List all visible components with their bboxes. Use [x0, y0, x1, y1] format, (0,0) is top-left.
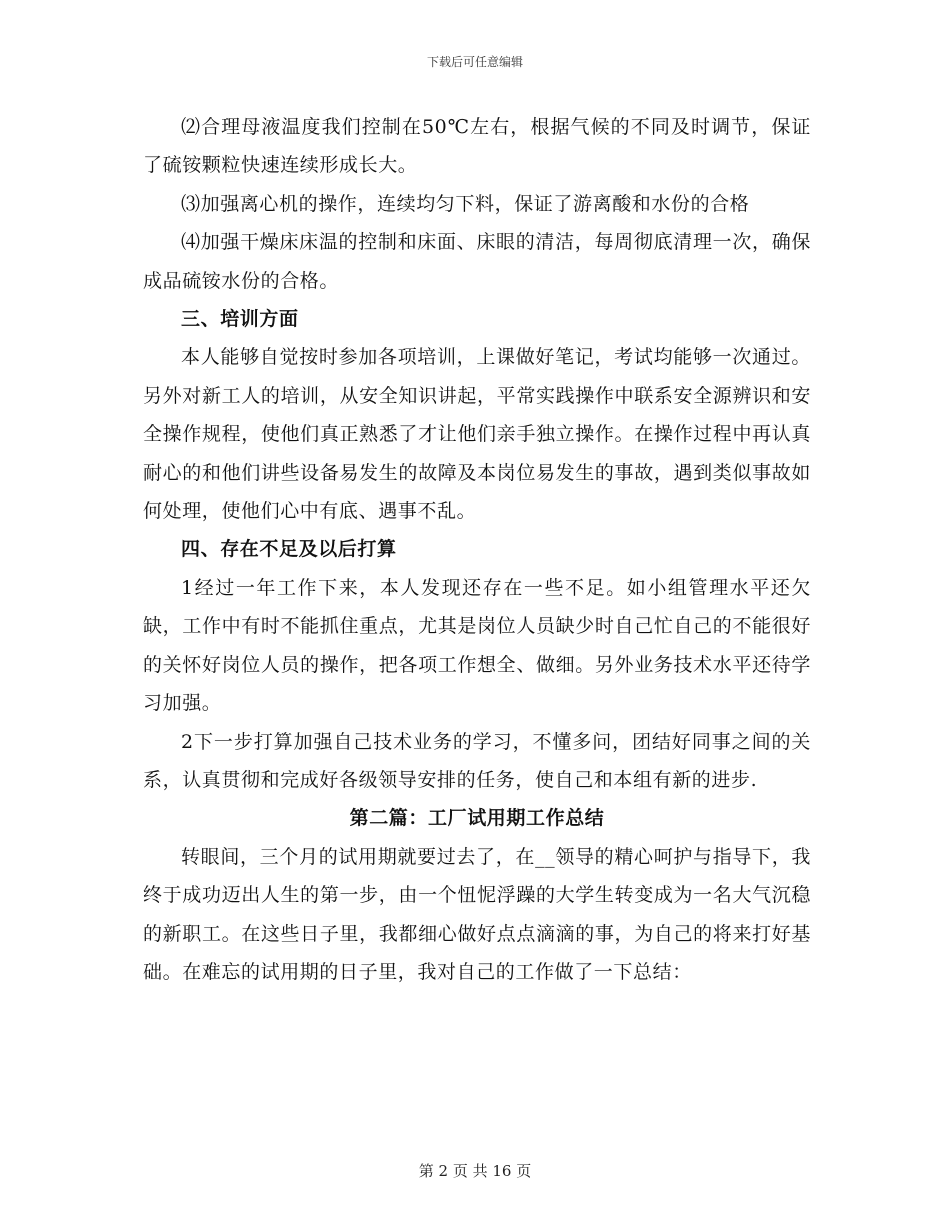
paragraph-next-steps: 2下一步打算加强自己技术业务的学习，不懂多问，团结好同事之间的关系，认真贯彻和完成好各级领导安排的任务，使自己和本组有新的进步.	[143, 730, 811, 791]
page-number: 第 2 页 共 16 页	[418, 1162, 532, 1180]
article-title-second: 第二篇：工厂试用期工作总结	[349, 807, 605, 830]
paragraph-probation-intro: 转眼间，三个月的试用期就要过去了，在__领导的精心呵护与指导下，我终于成功迈出人生的第一步，由一个忸怩浮躁的大学生转变成为一名大气沉稳的新职工。在这些日子里，我都细心做好点点滴滴的事，为自己的将来打好基础。在难忘的试用期的日子里，我对自己的工作做了一下总结：	[143, 845, 811, 983]
paragraph-training: 本人能够自觉按时参加各项培训，上课做好笔记，考试均能够一次通过。另外对新工人的培训，从安全知识讲起，平常实践操作中联系安全源辨识和安全操作规程，使他们真正熟悉了才让他们亲手独立操作。在操作过程中再认真耐心的和他们讲些设备易发生的故障及本岗位易发生的事故，遇到类似事故如何处理，使他们心中有底、遇事不乱。	[143, 346, 811, 523]
paragraph-centrifuge: ⑶加强离心机的操作，连续均匀下料，保证了游离酸和水份的合格	[181, 192, 750, 215]
section-heading-shortcomings: 四、存在不足及以后打算	[181, 538, 397, 561]
page-header: 下载后可任意编辑	[426, 55, 523, 69]
paragraph-drying-bed: ⑷加强干燥床床温的控制和床面、床眼的清洁，每周彻底清理一次，确保成品硫铵水份的合格。	[143, 231, 811, 292]
section-heading-training: 三、培训方面	[181, 308, 299, 331]
document-body	[143, 108, 811, 991]
paragraph-shortcomings: 1经过一年工作下来，本人发现还存在一些不足。如小组管理水平还欠缺，工作中有时不能抓住重点，尤其是岗位人员缺少时自己忙自己的不能很好的关怀好岗位人员的操作，把各项工作想全、做细。另外业务技术水平还待学习加强。	[143, 576, 811, 715]
paragraph-mother-liquor: ⑵合理母液温度我们控制在50℃左右，根据气候的不同及时调节，保证了硫铵颗粒快速连续形成长大。	[143, 116, 811, 177]
